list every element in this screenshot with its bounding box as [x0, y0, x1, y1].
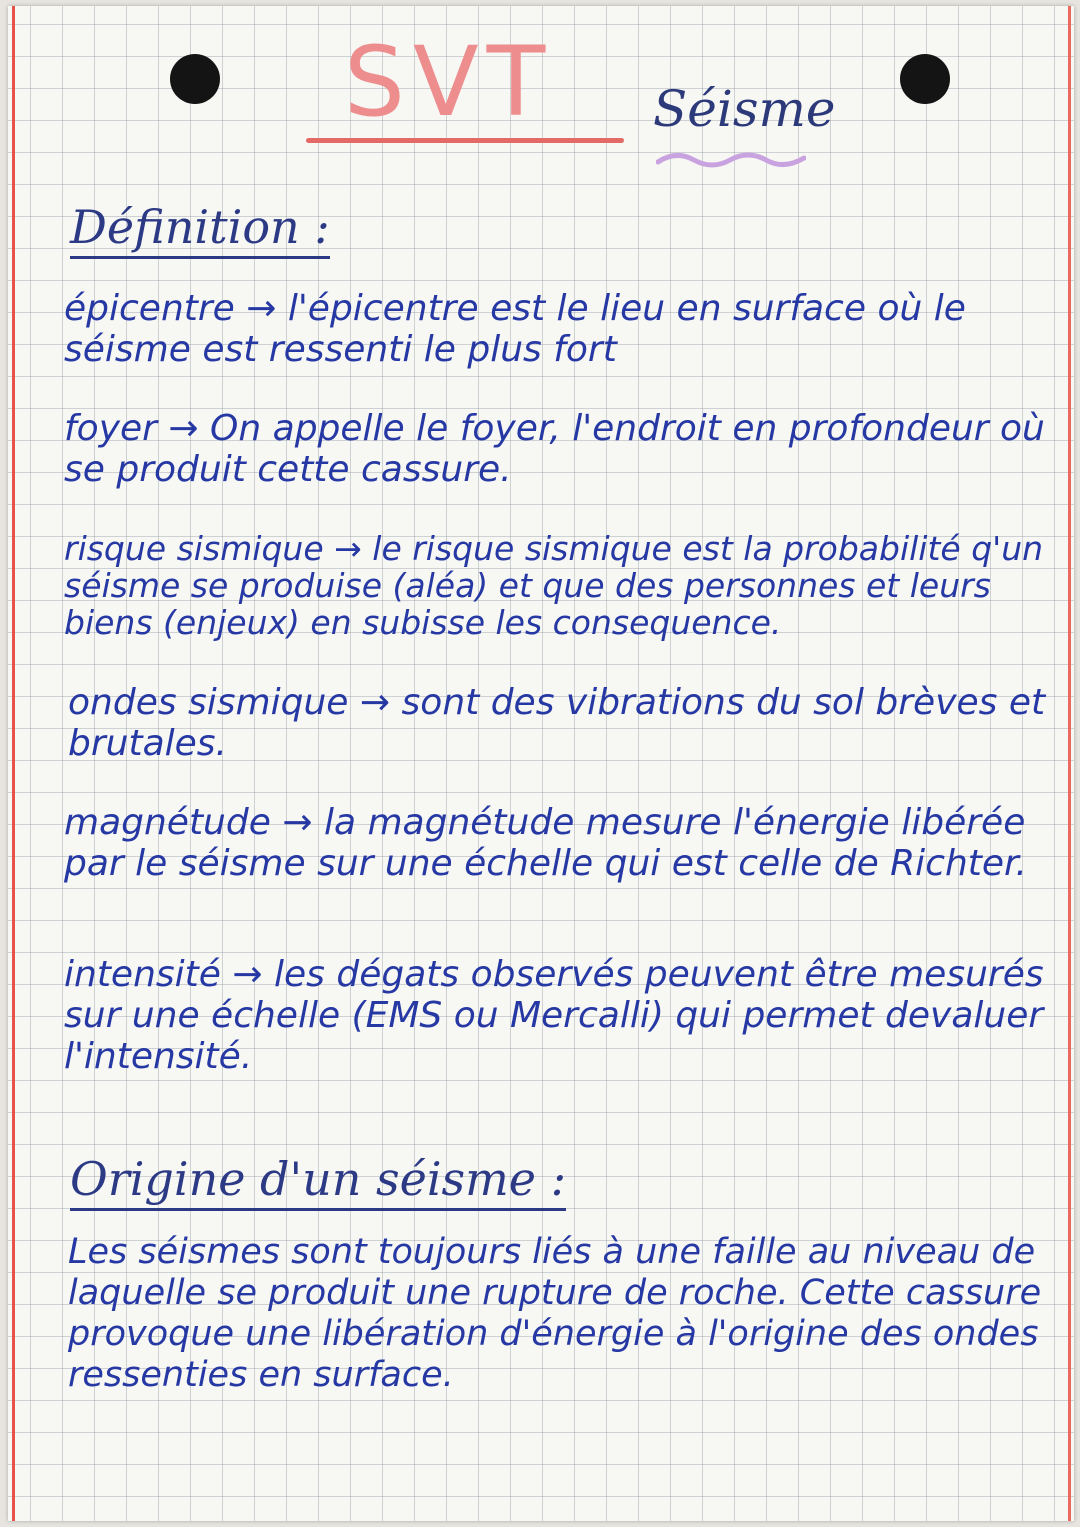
- entry-term: ondes sismique: [68, 682, 349, 723]
- entry-term: intensité: [64, 954, 221, 995]
- entry-term: risque sismique: [64, 529, 324, 568]
- arrow-icon: →: [334, 529, 362, 568]
- arrow-icon: →: [282, 802, 313, 843]
- entry-foyer: [64, 408, 1064, 490]
- arrow-icon: →: [359, 682, 391, 723]
- margin-line-left: [12, 6, 15, 1521]
- origine-paragraph: Les séismes sont toujours liés à une faille au niveau de laquelle se produit une rupture de roche. Cette cassure provoque une libération d'énergie à l'origine des ondes ressenties en surface.: [68, 1232, 1042, 1395]
- definition-heading: [70, 200, 330, 254]
- entry-definition: le risque sismique est la probabilité q'un séisme se produise (aléa) et que des personnes et leurs biens (enjeux) en subisse les consequence.: [64, 529, 1044, 642]
- notebook-page: [8, 6, 1074, 1521]
- entry-risque-sismique: [64, 530, 1064, 641]
- title-underline: [306, 138, 624, 143]
- subtitle-wave-underline: [656, 146, 806, 172]
- origine-heading: [70, 1152, 567, 1206]
- arrow-icon: →: [168, 408, 199, 449]
- origine-heading-text: Origine d'un séisme :: [70, 1152, 566, 1211]
- arrow-icon: →: [232, 954, 263, 995]
- punch-hole-left: [170, 54, 220, 104]
- arrow-icon: →: [246, 288, 277, 329]
- entry-definition: les dégats observés peuvent être mesurés sur une échelle (EMS ou Mercalli) qui permet devaluer l'intensité.: [64, 954, 1044, 1077]
- definition-heading-text: Définition :: [70, 200, 330, 259]
- entry-magnetude: [64, 802, 1064, 884]
- entry-term: foyer: [64, 408, 157, 449]
- entry-definition: sont des vibrations du sol brèves et brutales.: [68, 682, 1046, 764]
- margin-line-right: [1068, 6, 1071, 1521]
- entry-term: magnétude: [64, 802, 271, 843]
- page-title: SVT: [344, 26, 554, 138]
- entry-term: épicentre: [64, 288, 235, 329]
- entry-definition: la magnétude mesure l'énergie libérée par le séisme sur une échelle qui est celle de Richter.: [64, 802, 1027, 884]
- punch-hole-right: [900, 54, 950, 104]
- entry-epicentre: [64, 288, 1064, 370]
- page-subtitle: Séisme: [653, 80, 836, 138]
- entry-ondes-sismique: [68, 682, 1068, 764]
- entry-definition: l'épicentre est le lieu en surface où le séisme est ressenti le plus fort: [64, 288, 966, 370]
- entry-intensite: [64, 954, 1064, 1077]
- entry-definition: On appelle le foyer, l'endroit en profondeur où se produit cette cassure.: [64, 408, 1045, 490]
